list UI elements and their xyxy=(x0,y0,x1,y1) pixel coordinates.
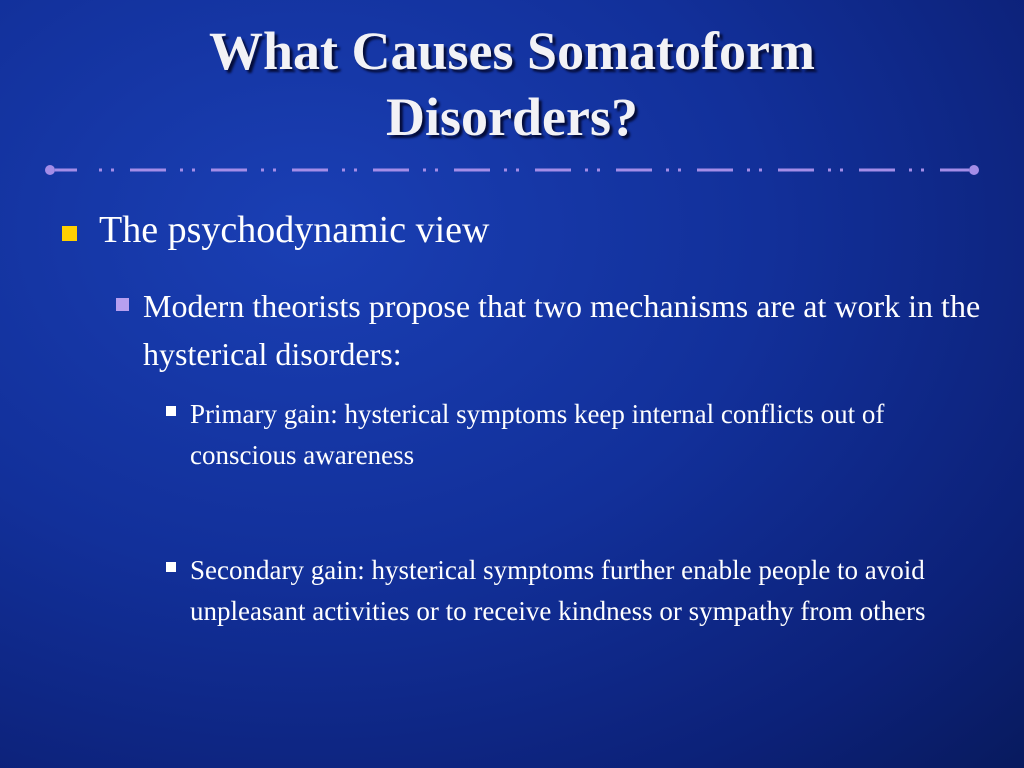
title-divider xyxy=(44,160,980,180)
slide-title-line-1: What Causes Somatoform xyxy=(209,21,815,81)
bullet-level-2 xyxy=(116,282,986,378)
yellow-square-bullet-icon xyxy=(62,226,77,241)
white-square-bullet-icon xyxy=(166,406,176,416)
slide-title xyxy=(60,18,964,150)
bullet-level-1 xyxy=(62,206,982,254)
white-square-bullet-icon xyxy=(166,562,176,572)
bullet-level-3-secondary-gain xyxy=(166,550,974,632)
divider-right-dot xyxy=(969,165,979,175)
bullet-level-3-primary-gain xyxy=(166,394,974,476)
slide-title-line-2: Disorders? xyxy=(386,87,638,147)
bullet-level-3-text: Primary gain: hysterical symptoms keep internal conflicts out of conscious awareness xyxy=(190,399,885,470)
lavender-square-bullet-icon xyxy=(116,298,129,311)
bullet-level-2-text: Modern theorists propose that two mechanisms are at work in the hysterical disorders: xyxy=(143,288,981,372)
bullet-level-1-text: The psychodynamic view xyxy=(99,209,490,251)
bullet-level-3-text: Secondary gain: hysterical symptoms further enable people to avoid unpleasant activities or to receive kindness or sympathy from others xyxy=(190,555,926,626)
divider-left-dot xyxy=(45,165,55,175)
